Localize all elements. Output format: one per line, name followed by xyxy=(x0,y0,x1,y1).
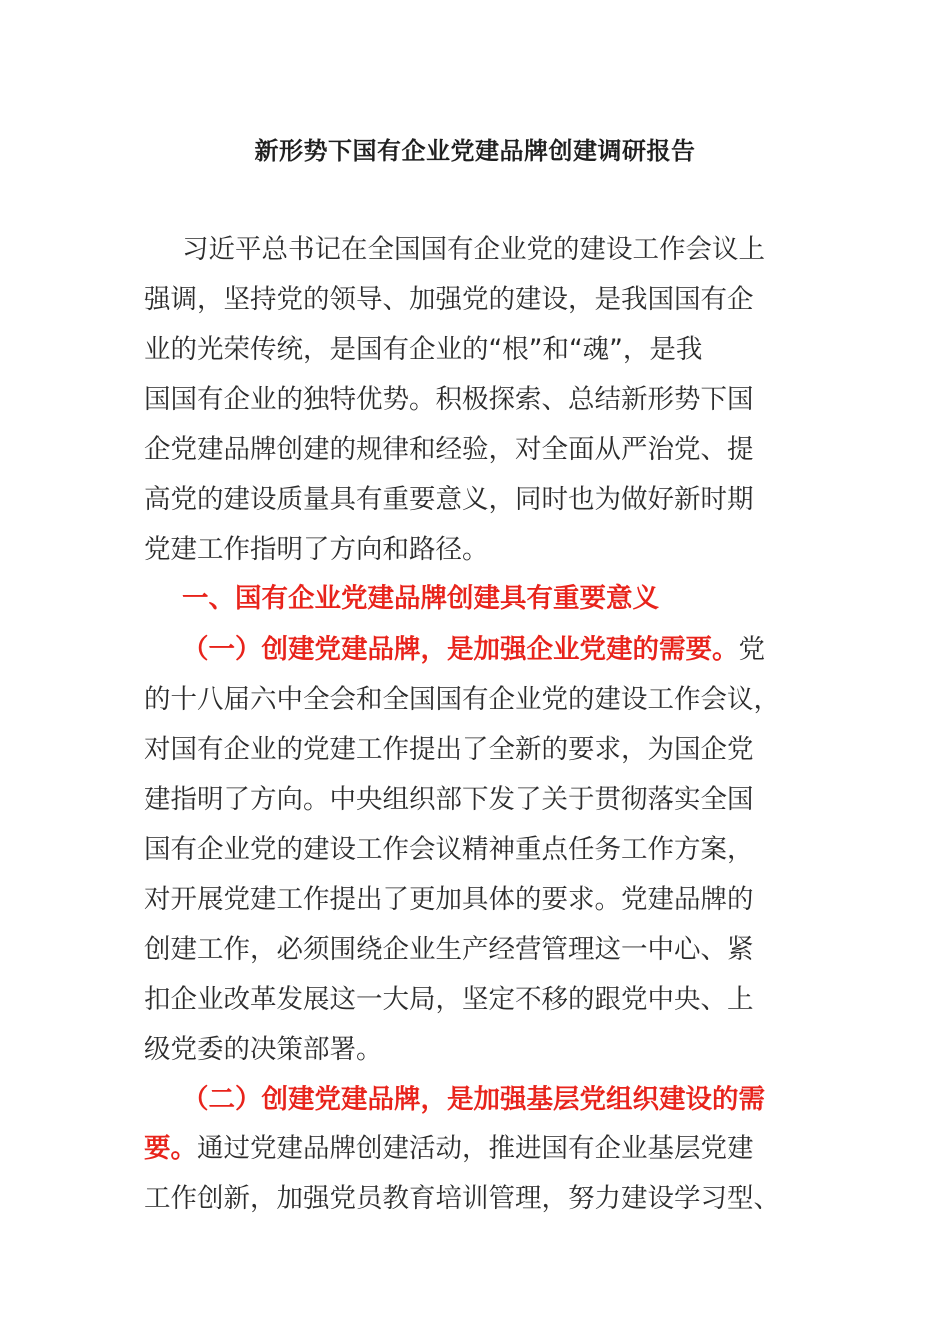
paragraph-line xyxy=(144,525,824,575)
paragraph-line xyxy=(144,1124,824,1174)
paragraph-line xyxy=(144,775,824,825)
paragraph-line xyxy=(144,975,824,1025)
body-text: 业的光荣传统，是国有企业的“根”和“魂”，是我 xyxy=(144,334,703,365)
body-text: 习近平总书记在全国国有企业党的建设工作会议上 xyxy=(182,234,765,265)
paragraph-line xyxy=(144,375,824,425)
body-text: 对国有企业的党建工作提出了全新的要求，为国企党 xyxy=(144,734,754,765)
body-text: 的十八届六中全会和全国国有企业党的建设工作会议， xyxy=(144,684,780,715)
paragraph-line xyxy=(144,1025,824,1075)
paragraph-line xyxy=(144,1174,824,1224)
body-text: 扣企业改革发展这一大局，坚定不移的跟党中央、上 xyxy=(144,984,754,1015)
document-title: 新形势下国有企业党建品牌创建调研报告 xyxy=(254,137,696,165)
body-text: 工作创新，加强党员教育培训管理，努力建设学习型、 xyxy=(144,1183,780,1214)
subheading-text: 要。 xyxy=(144,1133,197,1164)
section-heading-text: 一、国有企业党建品牌创建具有重要意义 xyxy=(182,583,659,614)
body-text: 创建工作，必须围绕企业生产经营管理这一中心、紧 xyxy=(144,934,754,965)
body-text: 党建工作指明了方向和路径。 xyxy=(144,534,489,565)
subheading-text: （一）创建党建品牌，是加强企业党建的需要。 xyxy=(182,634,739,665)
body-text: 建指明了方向。中央组织部下发了关于贯彻落实全国 xyxy=(144,784,754,815)
paragraph-line xyxy=(144,925,824,975)
paragraph-line xyxy=(144,1075,824,1125)
body-text: 党 xyxy=(738,634,765,665)
section-heading xyxy=(144,574,824,624)
body-text: 强调，坚持党的领导、加强党的建设，是我国国有企 xyxy=(144,284,754,315)
body-text: 级党委的决策部署。 xyxy=(144,1034,383,1065)
body-text: 企党建品牌创建的规律和经验，对全面从严治党、提 xyxy=(144,434,754,465)
paragraph-line xyxy=(144,225,824,275)
paragraph-line xyxy=(144,275,824,325)
body-text: 国国有企业的独特优势。积极探索、总结新形势下国 xyxy=(144,384,754,415)
paragraph-line xyxy=(144,425,824,475)
subheading-text: （二）创建党建品牌，是加强基层党组织建设的需 xyxy=(182,1084,765,1115)
body-text: 国有企业党的建设工作会议精神重点任务工作方案， xyxy=(144,834,754,865)
paragraph-line xyxy=(144,475,824,525)
paragraph-line xyxy=(144,325,824,375)
paragraph-line xyxy=(144,675,824,725)
paragraph-line xyxy=(144,625,824,675)
paragraph-line xyxy=(144,875,824,925)
body-text: 高党的建设质量具有重要意义，同时也为做好新时期 xyxy=(144,484,754,515)
paragraph-line xyxy=(144,725,824,775)
paragraph-line xyxy=(144,825,824,875)
body-text: 对开展党建工作提出了更加具体的要求。党建品牌的 xyxy=(144,884,754,915)
body-text: 通过党建品牌创建活动，推进国有企业基层党建 xyxy=(197,1133,754,1164)
